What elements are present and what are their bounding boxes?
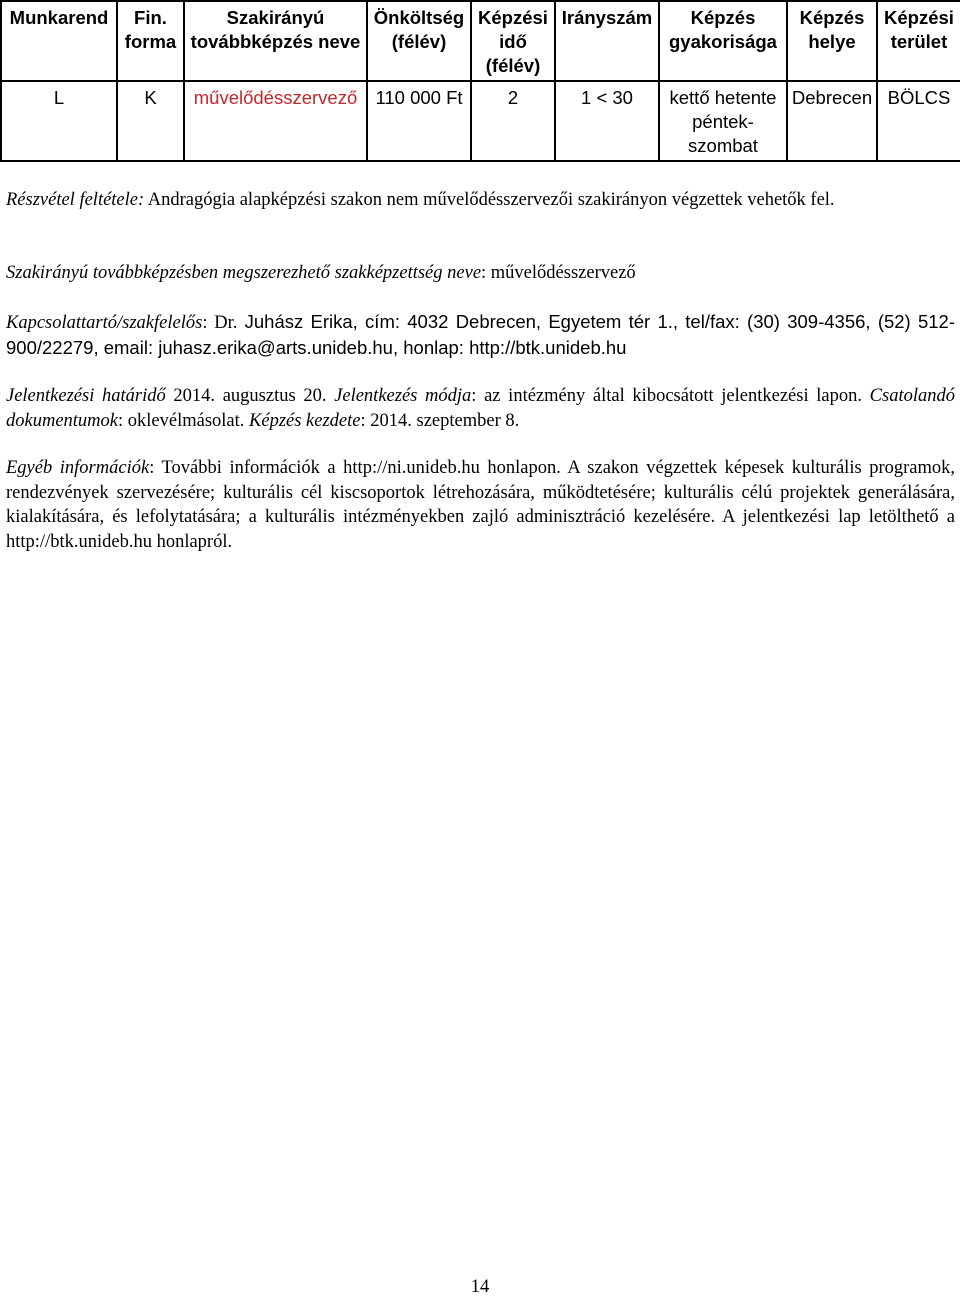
table-row <box>1 81 960 161</box>
start-text: : 2014. szeptember 8. <box>360 410 520 431</box>
qualification-paragraph <box>6 261 955 286</box>
contact-title: : Dr. <box>202 313 238 333</box>
header-szakiranyu-neve: Szakirányú továbbképzés neve <box>184 1 367 81</box>
cell-kepzesi-ido: 2 <box>471 81 555 161</box>
start-label: Képzés kezdete <box>244 410 361 431</box>
participation-text: Andragógia alapképzési szakon nem művelődésszervezői szakirányon végzettek vehetők fel. <box>144 190 835 210</box>
application-paragraph <box>6 384 955 433</box>
deadline-label: Jelentkezési határidő <box>6 386 166 406</box>
header-kepzesi-terulet: Képzési terület <box>877 1 960 81</box>
header-iranyszam: Irányszám <box>555 1 659 81</box>
participation-label: Részvétel feltétele: <box>6 190 145 210</box>
documents-label: Csatolandó dokumentumok <box>6 386 955 431</box>
header-kepzesi-ido: Képzési idő (félév) <box>471 1 555 81</box>
contact-text: Juhász Erika, cím: 4032 Debrecen, Egyetem tér 1., tel/fax: (30) 309-4356, (52) 512-900/22279, email: juhasz.erika@arts.unideb.hu, honlap: http://btk.unideb.hu <box>6 311 956 358</box>
cell-kepzes-gyakorisaga: kettő hetente péntek-szombat <box>659 81 787 161</box>
cell-onkoltseg: 110 000 Ft <box>367 81 471 161</box>
cell-munkarend: L <box>1 81 117 161</box>
cell-szakiranyu-neve[interactable]: művelődésszervező <box>184 81 367 161</box>
application-method-text: : az intézmény által kibocsátott jelentkezési lapon. <box>471 386 862 406</box>
course-info-table <box>0 0 960 162</box>
other-info-text: : További információk a http://ni.unideb.hu honlapon. A szakon végzettek képesek kulturális programok, rendezvények szervezésére; kulturális cél kiscsoportok létrehozására, működtetésére; kulturális célú projektek generálására, kialakítására, és lefolytatására; a kulturális intézményekben zajló adminisztráció kezelésére. A jelentkezési lap letölthető a http://btk.unideb.hu honlapról. <box>6 458 956 552</box>
page-number: 14 <box>470 1277 490 1297</box>
other-info-paragraph <box>6 456 955 554</box>
application-method-label: Jelentkezés módja <box>326 386 472 406</box>
deadline-text: 2014. augusztus 20. <box>165 386 327 406</box>
documents-text: : oklevélmásolat. <box>118 410 245 431</box>
header-munkarend: Munkarend <box>1 1 117 81</box>
header-fin-forma: Fin. forma <box>117 1 184 81</box>
other-info-label: Egyéb információk <box>6 458 150 478</box>
header-kepzes-helye: Képzés helye <box>787 1 877 81</box>
contact-label: Kapcsolattartó/szakfelelős <box>6 313 203 333</box>
cell-kepzes-helye: Debrecen <box>787 81 877 161</box>
cell-kepzesi-terulet: BÖLCS <box>877 81 960 161</box>
header-onkoltseg: Önköltség (félév) <box>367 1 471 81</box>
header-kepzes-gyakorisaga: Képzés gyakorisága <box>659 1 787 81</box>
qualification-text: : művelődésszervező <box>481 263 636 283</box>
participation-paragraph <box>6 188 955 213</box>
cell-fin-forma: K <box>117 81 184 161</box>
qualification-label: Szakirányú továbbképzésben megszerezhető szakképzettség neve <box>6 263 482 283</box>
cell-iranyszam: 1 < 30 <box>555 81 659 161</box>
contact-paragraph <box>6 310 955 361</box>
table-header-row <box>1 1 960 81</box>
